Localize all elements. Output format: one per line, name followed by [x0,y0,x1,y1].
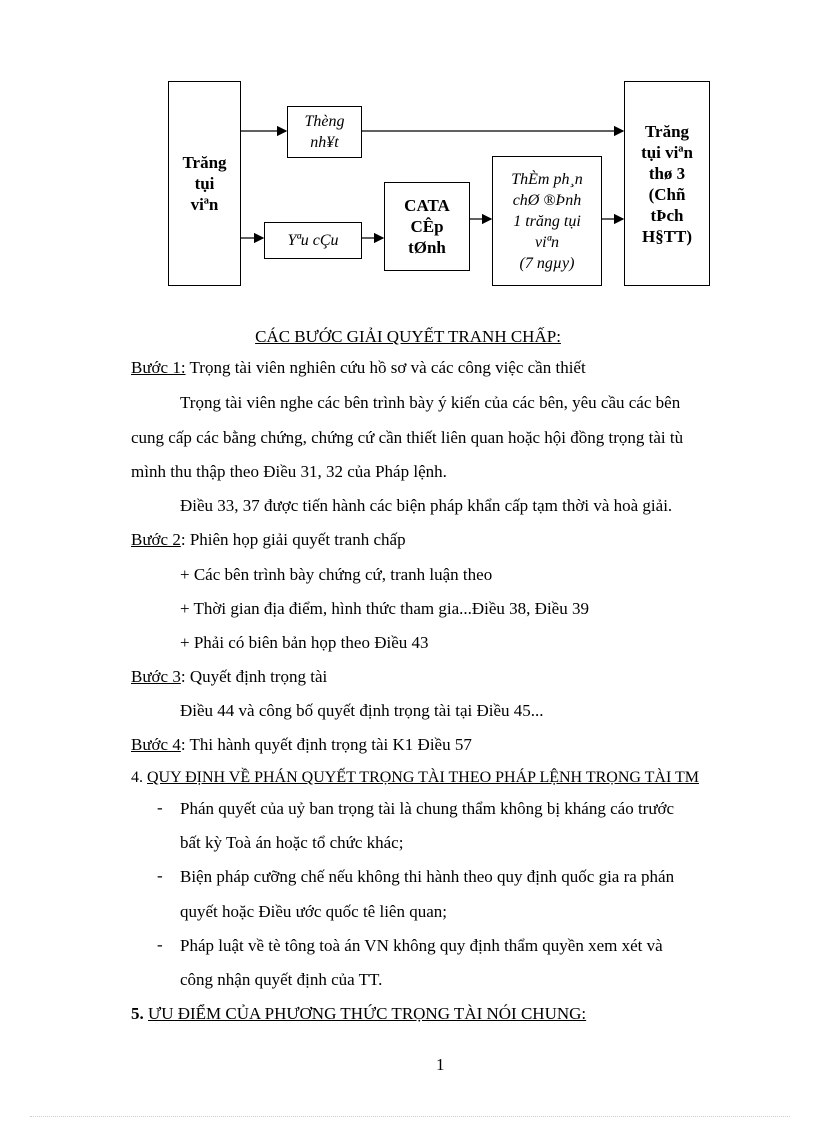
section-4-title: QUY ĐỊNH VỀ PHÁN QUYẾT TRỌNG TÀI THEO PHÁP LỆNH TRỌNG TÀI TM [147,769,700,786]
box-line: viªn [190,195,219,214]
box-line: 1 trăng tụi [513,212,581,230]
diagram-box-arbitrator-3 [624,81,710,286]
step-4 [131,734,472,756]
list-item: + Thời gian địa điểm, hình thức tham gia...Điều 38, Điều 39 [180,599,589,618]
list-item: + Phải có biên bản họp theo Điều 43 [180,633,429,652]
box-line: Trăng [644,121,690,141]
bullet-line: bất kỳ Toà án hoặc tổ chức khác; [180,833,404,852]
box-line: (Chñ [648,184,686,204]
step-2-text: : Phiên họp giải quyết tranh chấp [180,530,406,549]
section-5-number: 5. [131,1004,148,1023]
paragraph-line: mình thu thập theo Điều 31, 32 của Pháp lệnh. [131,462,447,481]
box-line: viªn [535,233,559,251]
step-4-label: Bước 4 [131,735,181,754]
box-line: ThÈm ph¸n [511,170,583,188]
paragraph-line: Điều 44 và công bố quyết định trọng tài tại Điều 45... [180,701,544,720]
box-line: chØ ®Þnh [512,191,582,209]
step-3 [131,666,327,688]
bullet-line: Pháp luật về tè tông toà án VN không quy định thẩm quyền xem xét và [180,936,663,955]
page-bottom-rule [30,1116,790,1117]
box-line: (7 ngµy) [519,254,575,272]
box-line: tụi [194,174,215,193]
box-line: CÊp [410,217,444,236]
bullet-line: công nhận quyết định của TT. [180,970,383,989]
section-title: CÁC BƯỚC GIẢI QUYẾT TRANH CHẤP: [255,327,561,346]
bullet-dash: - [157,935,163,954]
box-line: Trăng [182,153,227,172]
step-1-label: Bước 1: [131,358,186,377]
step-2-label: Bước 2 [131,530,181,549]
diagram-box-request [264,222,362,259]
section-5-heading [131,1003,586,1025]
step-3-text: : Quyết định trọng tài [180,667,328,686]
diagram-box-agreement [287,106,362,158]
step-2 [131,529,406,551]
step-3-label: Bước 3 [131,667,181,686]
paragraph-line: cung cấp các bằng chứng, chứng cứ cần thiết liên quan hoặc hội đồng trọng tài tù [131,428,684,447]
diagram-box-judge [492,156,602,286]
box-line: tÞch [650,205,684,225]
box-line: H§TT) [641,226,693,246]
box-line: tØnh [408,238,446,257]
bullet-dash: - [157,798,163,817]
list-item: + Các bên trình bày chứng cứ, tranh luận theo [180,565,493,584]
box-line: nh¥t [310,134,339,151]
box-line: thø 3 [648,163,686,183]
diagram-box-cata [384,182,470,271]
section-4-heading [131,767,699,789]
bullet-line: Biện pháp cưỡng chế nếu không thi hành theo quy định quốc gia ra phán [180,867,675,886]
bullet-dash: - [157,866,163,885]
diagram-box-arbitrator-1 [168,81,241,286]
box-line: Yªu cÇu [287,232,339,249]
step-4-text: : Thi hành quyết định trọng tài K1 Điều 57 [180,735,472,754]
box-line: Thèng [304,113,345,130]
box-line: CATA [404,196,450,215]
bullet-line: Phán quyết của uỷ ban trọng tài là chung thẩm không bị kháng cáo trước [180,799,675,818]
step-1-text: Trọng tài viên nghiên cứu hồ sơ và các công việc cần thiết [185,358,586,377]
bullet-line: quyết hoặc Điều ước quốc tê liên quan; [180,902,447,921]
paragraph-line: Điều 33, 37 được tiến hành các biện pháp khẩn cấp tạm thời và hoà giải. [180,496,673,515]
section-4-number: 4. [131,769,147,786]
step-1 [131,357,586,379]
box-line: tụi viªn [641,142,693,162]
paragraph-line: Trọng tài viên nghe các bên trình bày ý kiến của các bên, yêu cầu các bên [180,393,681,412]
section-5-title: ƯU ĐIỂM CỦA PHƯƠNG THỨC TRỌNG TÀI NÓI CHUNG: [148,1004,587,1023]
page-number: 1 [436,1055,445,1074]
